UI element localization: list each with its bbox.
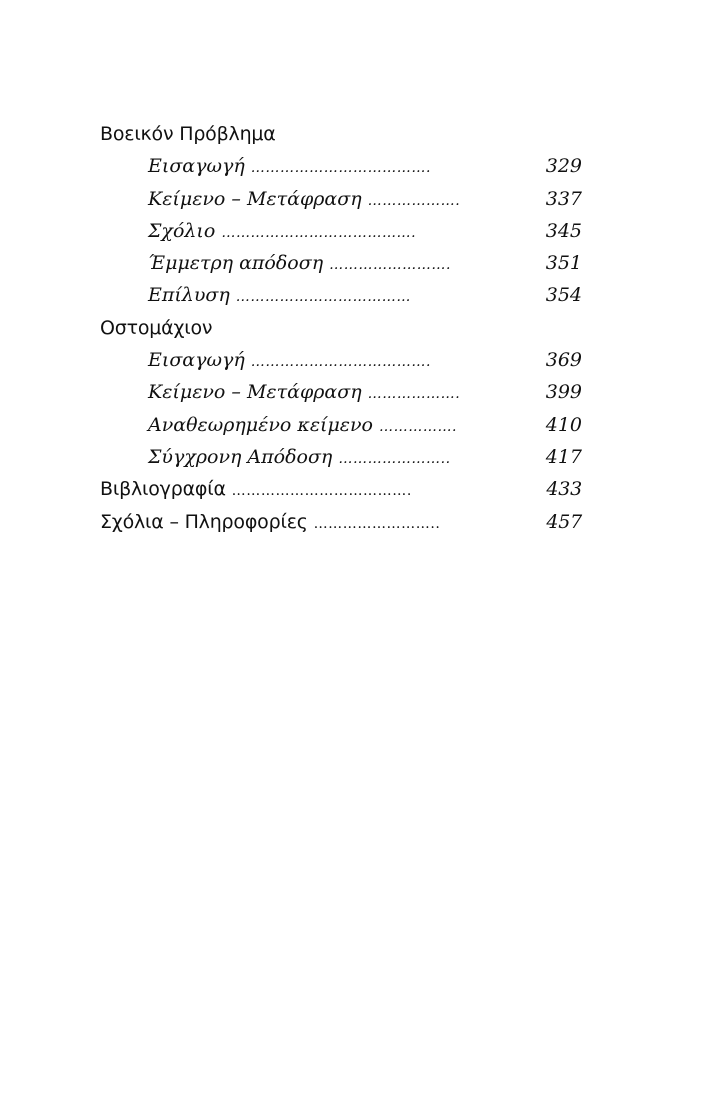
- page-number: 433: [546, 478, 582, 501]
- dot-leader: …………………..: [338, 450, 451, 467]
- toc-entry[interactable]: [100, 150, 590, 182]
- dot-leader: …………………….: [329, 257, 451, 274]
- toc-entry[interactable]: [100, 376, 590, 408]
- page-number: 337: [545, 187, 582, 210]
- table-of-contents: [100, 118, 590, 538]
- section-title: Οστομάχιον: [100, 316, 213, 339]
- page-number: 329: [545, 155, 582, 178]
- page-number: 410: [545, 413, 582, 436]
- entry-title: Κείμενο – Μετάφραση: [148, 187, 362, 210]
- toc-entry[interactable]: [100, 247, 590, 279]
- entry-title: Σχόλιο: [148, 219, 222, 242]
- entry-title: Εισαγωγή: [148, 155, 245, 178]
- toc-entry[interactable]: [100, 409, 590, 441]
- toc-entry-bibliography[interactable]: [100, 473, 590, 505]
- toc-section-heading: [100, 118, 590, 150]
- entry-title: Σχόλια – Πληροφορίες: [100, 510, 308, 533]
- section-title: Βοεικόν Πρόβλημα: [100, 123, 276, 145]
- dot-leader: ……………………………….: [250, 160, 432, 177]
- page-number: 351: [545, 252, 582, 275]
- toc-entry[interactable]: [100, 344, 590, 376]
- page-number: 354: [545, 284, 582, 307]
- dot-leader: ……………….: [367, 386, 461, 403]
- page-number: 369: [545, 349, 582, 372]
- page-number: 457: [546, 510, 582, 533]
- toc-entry-notes[interactable]: [100, 506, 590, 538]
- toc-entry[interactable]: [100, 215, 590, 247]
- dot-leader: ……………………………….: [231, 483, 412, 500]
- entry-title: Βιβλιογραφία: [100, 478, 226, 501]
- entry-title: Κείμενο – Μετάφραση: [148, 381, 362, 404]
- toc-entry[interactable]: [100, 279, 590, 311]
- dot-leader: …………….: [379, 418, 458, 435]
- entry-title: Εισαγωγή: [148, 349, 245, 372]
- page-number: 345: [545, 219, 582, 242]
- dot-leader: ……………………………….: [250, 354, 432, 371]
- entry-title: Έμμετρη απόδοση: [148, 252, 324, 275]
- toc-section-heading: [100, 312, 590, 344]
- entry-title: Αναθεωρημένο κείμενο: [148, 413, 373, 436]
- page-number: 399: [545, 381, 582, 404]
- entry-title: Σύγχρονη Απόδοση: [148, 445, 333, 468]
- dot-leader: ………………………………….: [221, 224, 417, 241]
- toc-entry[interactable]: [100, 441, 590, 473]
- dot-leader: ……………………..: [313, 515, 441, 532]
- toc-entry[interactable]: [100, 183, 590, 215]
- entry-title: Επίλυση: [148, 284, 236, 307]
- page-number: 417: [545, 445, 582, 468]
- dot-leader: ……………….: [367, 192, 461, 209]
- dot-leader: ………………………………: [235, 289, 411, 306]
